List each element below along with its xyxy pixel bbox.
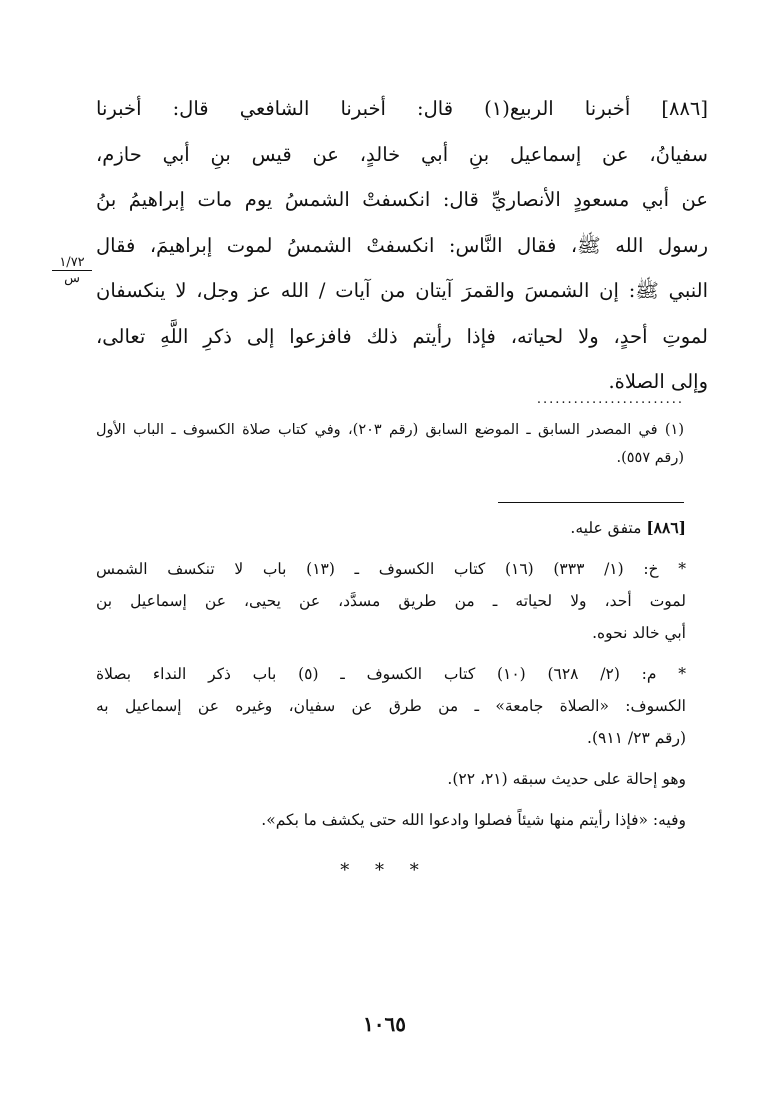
footnote-separator: ........................: [536, 392, 684, 407]
footnote: [96, 416, 684, 472]
takhrij-heading: [96, 512, 686, 544]
page-number: ١٠٦٥: [363, 1012, 406, 1036]
folio-manuscript-siglum: س: [64, 271, 80, 286]
hadith-line: رسول الله ﷺ، فقال النَّاس: انكسفتْ الشمسُ لموت إبراهيمَ، فقال: [96, 233, 708, 257]
hadith-line: النبي ﷺ: إن الشمسَ والقمرَ آيتان من آيات / الله عز وجل، لا ينكسفان: [96, 279, 708, 302]
takhrij-muslim-line: * م: (٢/ ٦٢٨) (١٠) كتاب الكسوف ـ (٥) باب ذكر النداء بصلاة: [96, 665, 686, 683]
takhrij-note: وفيه: «فإذا رأيتم منها شيئاً فصلوا وادعوا الله حتى يكشف ما بكم».: [261, 811, 686, 829]
takhrij-divider: [498, 502, 684, 503]
takhrij-bukhari-line: * خ: (١/ ٣٣٣) (١٦) كتاب الكسوف ـ (١٣) باب لا تنكسف الشمس: [96, 560, 686, 578]
takhrij-bukhari-line: أبي خالد نحوه.: [592, 624, 686, 642]
hadith-line: لموتِ أحدٍ، ولا لحياته، فإذا رأيتم ذلك فافزعوا إلى ذكرِ اللَّهِ تعالى،: [96, 324, 708, 348]
hadith-line: [٨٨٦] أخبرنا الربيع(١) قال: أخبرنا الشافعي قال: أخبرنا: [96, 97, 708, 120]
folio-number: ١/٧٢: [52, 255, 92, 271]
manuscript-folio-note: [52, 255, 92, 286]
hadith-line: وإلى الصلاة.: [608, 370, 708, 393]
takhrij-heading-text: متفق عليه.: [570, 519, 642, 537]
hadith-line: سفيانُ، عن إسماعيل بنِ أبي خالدٍ، عن قيس بنِ أبي حازم،: [96, 142, 708, 166]
footnote-line: (١) في المصدر السابق ـ الموضع السابق (رقم ٢٠٣)، وفي كتاب صلاة الكسوف ـ الباب الأول: [96, 422, 684, 438]
takhrij-bukhari-line: لموت أحد، ولا لحياته ـ من طريق مسدَّد، عن يحيى، عن إسماعيل بن: [96, 592, 686, 610]
takhrij-note: وهو إحالة على حديث سبقه (٢١، ٢٢).: [447, 770, 686, 788]
takhrij-muslim-line: الكسوف: «الصلاة جامعة» ـ من طرق عن سفيان، وغيره عن إسماعيل به: [96, 697, 686, 715]
takhrij-section: [96, 512, 686, 836]
end-stars: * * *: [340, 860, 429, 881]
takhrij-heading-number: [٨٨٦]: [646, 518, 686, 537]
hadith-text: [96, 86, 708, 405]
footnote-line: (رقم ٥٥٧).: [616, 450, 684, 466]
takhrij-muslim-line: (رقم ٢٣/ ٩١١).: [587, 729, 686, 747]
hadith-line: عن أبي مسعودٍ الأنصاريِّ قال: انكسفتْ الشمسُ يوم مات إبراهيمُ بنُ: [96, 188, 708, 211]
